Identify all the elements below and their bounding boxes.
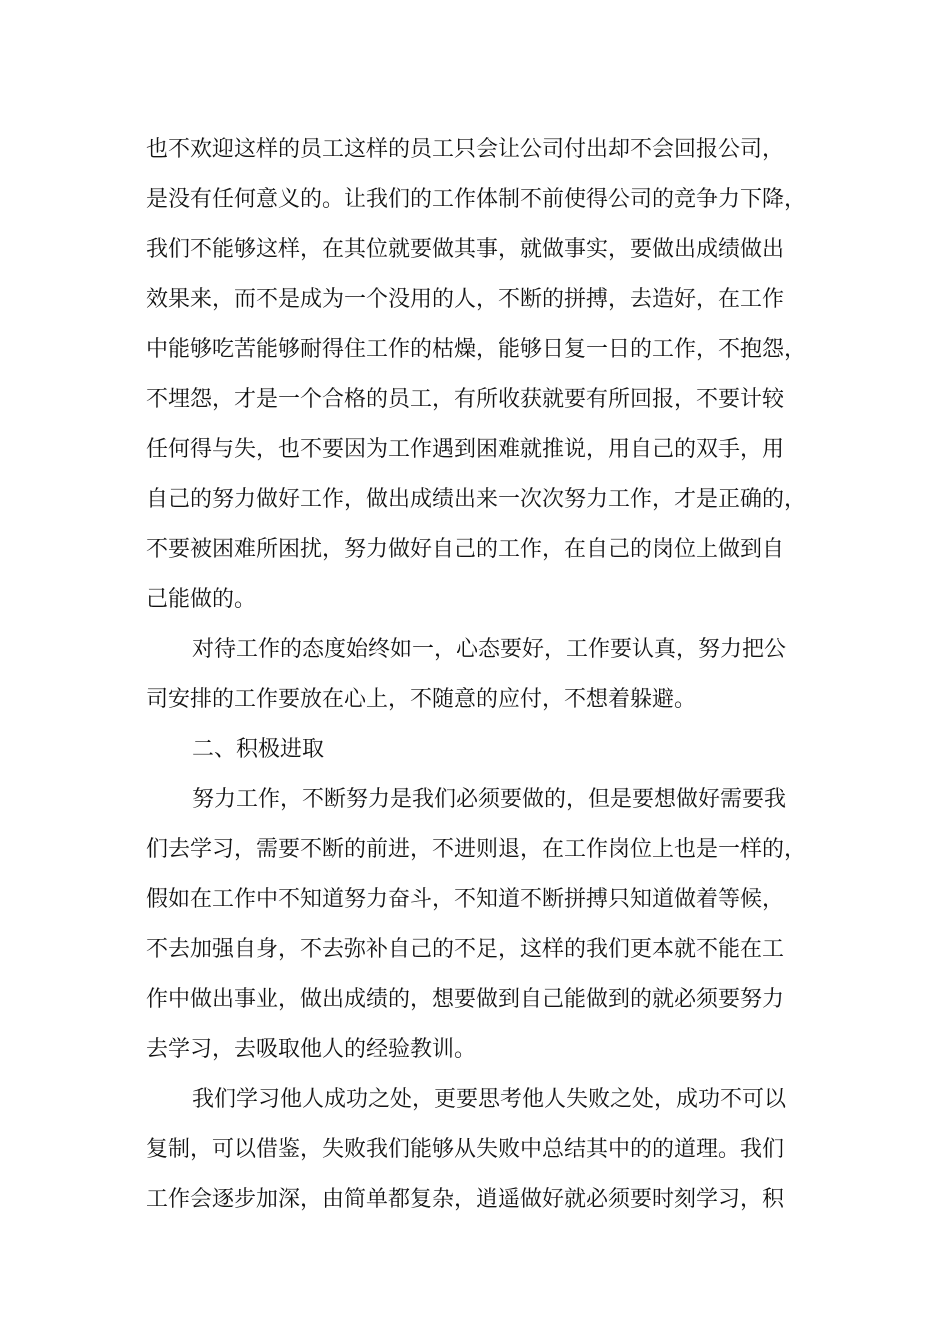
text-line: 去学习，去吸取他人的经验教训。	[146, 1037, 477, 1062]
text-line: 不埋怨，才是一个合格的员工，有所收获就要有所回报，不要计较	[146, 387, 785, 412]
text-line: 己能做的。	[146, 587, 257, 612]
text-line: 中能够吃苦能够耐得住工作的枯燥，能够日复一日的工作，不抱怨，	[146, 337, 807, 362]
text-line: 效果来，而不是成为一个没用的人，不断的拼搏，去造好，在工作	[146, 287, 785, 312]
text-line: 自己的努力做好工作，做出成绩出来一次次努力工作，才是正确的，	[146, 487, 807, 512]
text-line: 们去学习，需要不断的前进，不进则退，在工作岗位上也是一样的，	[146, 837, 807, 862]
text-line: 不要被困难所困扰，努力做好自己的工作，在自己的岗位上做到自	[146, 537, 785, 562]
text-line: 工作会逐步加深，由简单都复杂，逍遥做好就必须要时刻学习，积	[146, 1187, 785, 1212]
text-line: 司安排的工作要放在心上，不随意的应付，不想着躲避。	[146, 687, 697, 712]
paragraph-start-line: 我们学习他人成功之处，更要思考他人失败之处，成功不可以	[192, 1087, 787, 1112]
paragraph-start-line: 努力工作，不断努力是我们必须要做的，但是要想做好需要我	[192, 787, 787, 812]
text-line: 我们不能够这样，在其位就要做其事，就做事实，要做出成绩做出	[146, 237, 785, 262]
text-line: 假如在工作中不知道努力奋斗，不知道不断拼搏只知道做着等候，	[146, 887, 785, 912]
text-line: 也不欢迎这样的员工这样的员工只会让公司付出却不会回报公司，	[146, 137, 785, 162]
text-line: 作中做出事业，做出成绩的，想要做到自己能做到的就必须要努力	[146, 987, 785, 1012]
text-line: 任何得与失，也不要因为工作遇到困难就推说，用自己的双手，用	[146, 437, 785, 462]
paragraph-start-line: 对待工作的态度始终如一，心态要好，工作要认真，努力把公	[192, 637, 787, 662]
text-line: 复制，可以借鉴，失败我们能够从失败中总结其中的的道理。我们	[146, 1137, 785, 1162]
text-line: 是没有任何意义的。让我们的工作体制不前使得公司的竞争力下降，	[146, 187, 807, 212]
section-heading: 二、积极进取	[192, 737, 325, 762]
text-line: 不去加强自身，不去弥补自己的不足，这样的我们更本就不能在工	[146, 937, 785, 962]
